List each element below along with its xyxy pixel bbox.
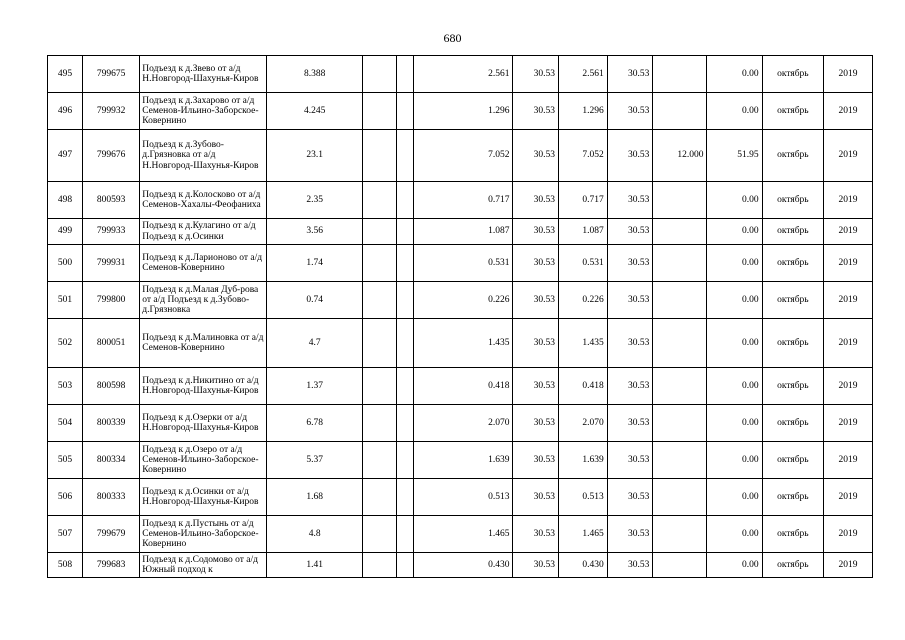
cell-value-7: 2.561 <box>413 56 513 93</box>
cell-empty-6 <box>396 56 413 93</box>
cell-value-8: 30.53 <box>513 219 559 245</box>
cell-value-11: 12.000 <box>653 130 707 182</box>
cell-value-11 <box>653 93 707 130</box>
cell-road-name: Подъезд к д.Звево от а/д Н.Новгород-Шахунья-Киров <box>140 56 267 93</box>
cell-value-8: 30.53 <box>513 130 559 182</box>
cell-year: 2019 <box>824 516 873 553</box>
table-row <box>48 479 873 516</box>
cell-year: 2019 <box>824 553 873 578</box>
table-row <box>48 130 873 182</box>
cell-road-name: Подъезд к д.Ларионово от а/д Семенов-Ковернино <box>140 245 267 282</box>
cell-month: октябрь <box>762 553 824 578</box>
cell-empty-5 <box>362 245 396 282</box>
cell-value-9: 1.296 <box>559 93 608 130</box>
cell-empty-5 <box>362 56 396 93</box>
cell-value-10: 30.53 <box>607 553 653 578</box>
cell-value-11 <box>653 368 707 405</box>
cell-year: 2019 <box>824 319 873 368</box>
cell-road-name: Подъезд к д.Кулагино от а/д Подъезд к д.Осинки <box>140 219 267 245</box>
cell-value-12: 0.00 <box>707 93 762 130</box>
cell-length: 1.68 <box>267 479 362 516</box>
cell-value-7: 1.296 <box>413 93 513 130</box>
cell-value-12: 0.00 <box>707 405 762 442</box>
cell-value-12: 0.00 <box>707 56 762 93</box>
cell-number: 503 <box>48 368 83 405</box>
cell-month: октябрь <box>762 182 824 219</box>
cell-value-12: 0.00 <box>707 442 762 479</box>
cell-month: октябрь <box>762 479 824 516</box>
cell-value-10: 30.53 <box>607 442 653 479</box>
cell-value-10: 30.53 <box>607 319 653 368</box>
cell-empty-6 <box>396 319 413 368</box>
cell-value-10: 30.53 <box>607 405 653 442</box>
cell-value-9: 0.717 <box>559 182 608 219</box>
cell-code: 799675 <box>82 56 139 93</box>
cell-value-11 <box>653 282 707 319</box>
cell-length: 1.41 <box>267 553 362 578</box>
cell-road-name: Подъезд к д.Малиновка от а/д Семенов-Ковернино <box>140 319 267 368</box>
cell-empty-6 <box>396 182 413 219</box>
cell-value-11 <box>653 479 707 516</box>
cell-length: 8.388 <box>267 56 362 93</box>
cell-value-7: 0.430 <box>413 553 513 578</box>
cell-value-8: 30.53 <box>513 182 559 219</box>
cell-code: 799679 <box>82 516 139 553</box>
cell-value-7: 0.226 <box>413 282 513 319</box>
cell-number: 500 <box>48 245 83 282</box>
cell-length: 1.37 <box>267 368 362 405</box>
cell-month: октябрь <box>762 282 824 319</box>
cell-value-11 <box>653 182 707 219</box>
table-row <box>48 319 873 368</box>
cell-value-10: 30.53 <box>607 56 653 93</box>
cell-year: 2019 <box>824 245 873 282</box>
cell-value-8: 30.53 <box>513 479 559 516</box>
cell-empty-5 <box>362 182 396 219</box>
cell-month: октябрь <box>762 516 824 553</box>
cell-empty-6 <box>396 245 413 282</box>
cell-code: 800051 <box>82 319 139 368</box>
cell-number: 502 <box>48 319 83 368</box>
cell-value-10: 30.53 <box>607 130 653 182</box>
cell-empty-6 <box>396 553 413 578</box>
cell-code: 800593 <box>82 182 139 219</box>
cell-empty-5 <box>362 516 396 553</box>
cell-road-name: Подъезд к д.Осинки от а/д Н.Новгород-Шахунья-Киров <box>140 479 267 516</box>
cell-value-10: 30.53 <box>607 219 653 245</box>
cell-code: 800339 <box>82 405 139 442</box>
cell-year: 2019 <box>824 130 873 182</box>
cell-number: 505 <box>48 442 83 479</box>
cell-value-7: 1.639 <box>413 442 513 479</box>
cell-code: 799683 <box>82 553 139 578</box>
cell-length: 1.74 <box>267 245 362 282</box>
cell-empty-5 <box>362 553 396 578</box>
cell-code: 799933 <box>82 219 139 245</box>
cell-number: 506 <box>48 479 83 516</box>
cell-value-7: 1.087 <box>413 219 513 245</box>
cell-length: 4.8 <box>267 516 362 553</box>
cell-road-name: Подъезд к д.Озеро от а/д Семенов-Ильино-Заборское-Ковернино <box>140 442 267 479</box>
cell-value-9: 7.052 <box>559 130 608 182</box>
cell-month: октябрь <box>762 219 824 245</box>
cell-value-7: 2.070 <box>413 405 513 442</box>
cell-empty-5 <box>362 368 396 405</box>
table-row <box>48 368 873 405</box>
cell-value-11 <box>653 219 707 245</box>
cell-value-10: 30.53 <box>607 182 653 219</box>
cell-value-11 <box>653 245 707 282</box>
table-row <box>48 245 873 282</box>
cell-empty-5 <box>362 405 396 442</box>
cell-number: 507 <box>48 516 83 553</box>
cell-empty-6 <box>396 479 413 516</box>
cell-month: октябрь <box>762 405 824 442</box>
cell-value-11 <box>653 405 707 442</box>
cell-code: 799676 <box>82 130 139 182</box>
cell-empty-6 <box>396 516 413 553</box>
cell-value-11 <box>653 319 707 368</box>
cell-year: 2019 <box>824 56 873 93</box>
cell-value-12: 0.00 <box>707 282 762 319</box>
cell-number: 498 <box>48 182 83 219</box>
cell-value-8: 30.53 <box>513 516 559 553</box>
cell-value-9: 1.087 <box>559 219 608 245</box>
cell-month: октябрь <box>762 442 824 479</box>
table-row <box>48 182 873 219</box>
table-row <box>48 56 873 93</box>
cell-month: октябрь <box>762 319 824 368</box>
cell-value-10: 30.53 <box>607 479 653 516</box>
cell-value-8: 30.53 <box>513 442 559 479</box>
cell-value-7: 7.052 <box>413 130 513 182</box>
cell-month: октябрь <box>762 130 824 182</box>
cell-value-12: 0.00 <box>707 245 762 282</box>
table-row <box>48 405 873 442</box>
cell-year: 2019 <box>824 368 873 405</box>
cell-value-11 <box>653 516 707 553</box>
cell-empty-5 <box>362 130 396 182</box>
cell-year: 2019 <box>824 182 873 219</box>
cell-empty-5 <box>362 442 396 479</box>
cell-number: 501 <box>48 282 83 319</box>
cell-month: октябрь <box>762 56 824 93</box>
cell-value-7: 0.717 <box>413 182 513 219</box>
cell-road-name: Подъезд к д.Колосково от а/д Семенов-Хахалы-Феофаниха <box>140 182 267 219</box>
cell-month: октябрь <box>762 368 824 405</box>
cell-empty-5 <box>362 282 396 319</box>
cell-value-11 <box>653 442 707 479</box>
cell-value-9: 0.430 <box>559 553 608 578</box>
cell-value-8: 30.53 <box>513 319 559 368</box>
cell-value-12: 51.95 <box>707 130 762 182</box>
cell-number: 508 <box>48 553 83 578</box>
cell-year: 2019 <box>824 405 873 442</box>
table-row <box>48 219 873 245</box>
cell-road-name: Подъезд к д.Зубово-д.Грязновка от а/д Н.Новгород-Шахунья-Киров <box>140 130 267 182</box>
cell-value-9: 1.465 <box>559 516 608 553</box>
cell-value-9: 0.513 <box>559 479 608 516</box>
table-row <box>48 282 873 319</box>
cell-value-9: 0.226 <box>559 282 608 319</box>
cell-year: 2019 <box>824 479 873 516</box>
cell-code: 799931 <box>82 245 139 282</box>
cell-code: 799932 <box>82 93 139 130</box>
cell-year: 2019 <box>824 93 873 130</box>
road-table <box>47 55 873 578</box>
cell-value-9: 1.435 <box>559 319 608 368</box>
cell-value-9: 1.639 <box>559 442 608 479</box>
cell-value-12: 0.00 <box>707 479 762 516</box>
cell-value-7: 1.465 <box>413 516 513 553</box>
cell-empty-5 <box>362 93 396 130</box>
cell-value-8: 30.53 <box>513 93 559 130</box>
cell-month: октябрь <box>762 245 824 282</box>
cell-empty-5 <box>362 479 396 516</box>
cell-length: 2.35 <box>267 182 362 219</box>
cell-empty-5 <box>362 319 396 368</box>
table-body <box>48 56 873 578</box>
cell-empty-6 <box>396 405 413 442</box>
cell-road-name: Подъезд к д.Никитино от а/д Н.Новгород-Шахунья-Киров <box>140 368 267 405</box>
cell-number: 497 <box>48 130 83 182</box>
cell-empty-6 <box>396 282 413 319</box>
cell-value-12: 0.00 <box>707 368 762 405</box>
page-number: 680 <box>443 31 462 45</box>
cell-value-8: 30.53 <box>513 56 559 93</box>
cell-code: 800334 <box>82 442 139 479</box>
cell-value-10: 30.53 <box>607 516 653 553</box>
table-row <box>48 516 873 553</box>
cell-empty-6 <box>396 442 413 479</box>
cell-month: октябрь <box>762 93 824 130</box>
cell-value-12: 0.00 <box>707 516 762 553</box>
cell-value-10: 30.53 <box>607 245 653 282</box>
cell-code: 800333 <box>82 479 139 516</box>
cell-value-7: 0.513 <box>413 479 513 516</box>
cell-road-name: Подъезд к д.Пустынь от а/д Семенов-Ильино-Заборское-Ковернино <box>140 516 267 553</box>
cell-value-10: 30.53 <box>607 368 653 405</box>
cell-value-8: 30.53 <box>513 553 559 578</box>
cell-value-12: 0.00 <box>707 182 762 219</box>
cell-length: 23.1 <box>267 130 362 182</box>
cell-length: 3.56 <box>267 219 362 245</box>
cell-year: 2019 <box>824 282 873 319</box>
cell-value-10: 30.53 <box>607 282 653 319</box>
cell-year: 2019 <box>824 442 873 479</box>
cell-value-9: 0.531 <box>559 245 608 282</box>
cell-value-12: 0.00 <box>707 319 762 368</box>
cell-value-8: 30.53 <box>513 245 559 282</box>
cell-number: 496 <box>48 93 83 130</box>
cell-value-7: 1.435 <box>413 319 513 368</box>
cell-empty-6 <box>396 219 413 245</box>
cell-empty-6 <box>396 93 413 130</box>
cell-value-12: 0.00 <box>707 219 762 245</box>
cell-length: 4.245 <box>267 93 362 130</box>
cell-code: 799800 <box>82 282 139 319</box>
cell-value-7: 0.418 <box>413 368 513 405</box>
cell-number: 499 <box>48 219 83 245</box>
cell-value-11 <box>653 553 707 578</box>
cell-value-8: 30.53 <box>513 368 559 405</box>
cell-length: 0.74 <box>267 282 362 319</box>
cell-road-name: Подъезд к д.Малая Дуб-рова от а/д Подъезд к д.Зубово-д.Грязновка <box>140 282 267 319</box>
cell-value-9: 2.561 <box>559 56 608 93</box>
cell-code: 800598 <box>82 368 139 405</box>
cell-number: 495 <box>48 56 83 93</box>
cell-road-name: Подъезд к д.Озерки от а/д Н.Новгород-Шахунья-Киров <box>140 405 267 442</box>
cell-value-11 <box>653 56 707 93</box>
cell-value-8: 30.53 <box>513 282 559 319</box>
cell-value-7: 0.531 <box>413 245 513 282</box>
table-row <box>48 442 873 479</box>
cell-value-9: 2.070 <box>559 405 608 442</box>
table-row <box>48 93 873 130</box>
cell-year: 2019 <box>824 219 873 245</box>
cell-value-10: 30.53 <box>607 93 653 130</box>
cell-length: 4.7 <box>267 319 362 368</box>
cell-length: 6.78 <box>267 405 362 442</box>
cell-road-name: Подъезд к д.Содомово от а/д Южный подход к <box>140 553 267 578</box>
cell-road-name: Подъезд к д.Захарово от а/д Семенов-Ильино-Заборское-Ковернино <box>140 93 267 130</box>
cell-empty-6 <box>396 368 413 405</box>
cell-value-12: 0.00 <box>707 553 762 578</box>
cell-empty-6 <box>396 130 413 182</box>
cell-length: 5.37 <box>267 442 362 479</box>
cell-number: 504 <box>48 405 83 442</box>
table-row <box>48 553 873 578</box>
cell-value-9: 0.418 <box>559 368 608 405</box>
cell-value-8: 30.53 <box>513 405 559 442</box>
cell-empty-5 <box>362 219 396 245</box>
